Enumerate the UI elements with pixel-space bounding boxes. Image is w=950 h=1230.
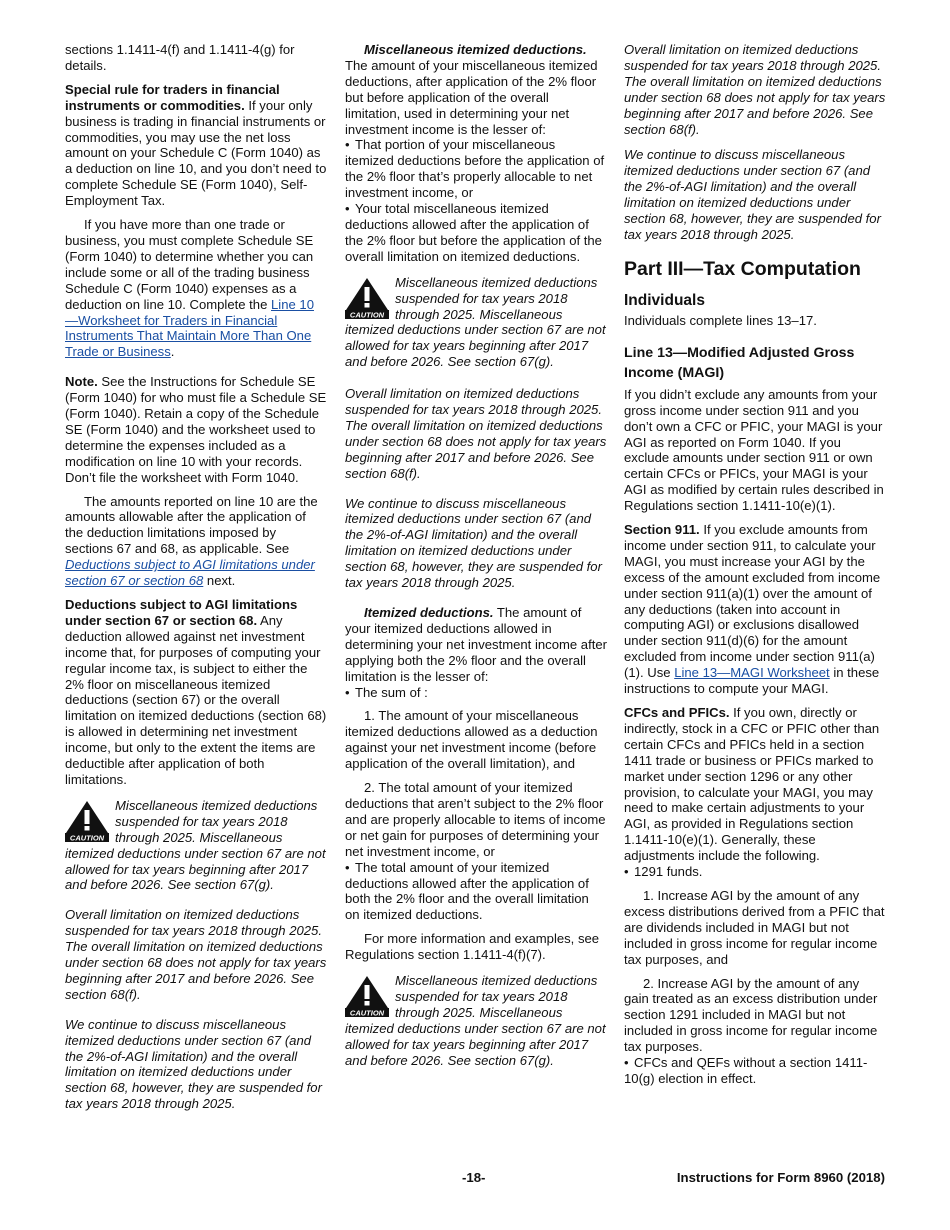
paragraph-text: If you have more than one trade or business, you must complete Schedule SE (Form 1040) to determine whether you can include some or all of the trading business Schedule C (Form 1040) expenses as a deduction on line 10. Complete the <box>65 217 314 312</box>
part-heading: Part III—Tax Computation <box>624 257 861 280</box>
bullet-item: • 1291 funds. <box>624 864 703 880</box>
bullet-text: CFCs and QEFs without a section 1411-10(g) election in effect. <box>624 1055 868 1086</box>
paragraph-section-911 <box>624 522 887 697</box>
caution-block <box>65 798 327 1112</box>
bullet-text: That portion of your miscellaneous itemized deductions before the application of the 2% floor that’s properly allocable to net investment income, or <box>345 137 605 201</box>
paragraph-misc-itemized <box>345 42 607 137</box>
paragraph-text: If you own, directly or indirectly, stock in a CFC or PFIC other than certain CFCs and PFICs held in a section 1411 trade or business or PFICs marked to market under section 1296 or any other provision, to calculate your MAGI, you may need to make certain adjustments to your AGI, as provided in Regulations section 1.1411-10(e)(1). Generally, these adjustments include the following. <box>624 705 880 864</box>
run-in-heading: Section 911. <box>624 522 700 538</box>
run-in-heading: Special rule for traders in financial instruments or commodities. <box>65 81 280 113</box>
bullet-item: • The sum of : <box>345 684 428 700</box>
paragraph-deductions-agi <box>65 597 327 788</box>
numbered-item: 1. Increase AGI by the amount of any excess distributions derived from a PFIC that are dividends included in MAGI but not included in gross income for regular income tax purposes, and <box>624 887 885 967</box>
paragraph-more-than-one-trade <box>65 217 327 360</box>
numbered-item: 2. Increase AGI by the amount of any gain treated as an excess distribution under section 1291 included in MAGI but not included in gross income for regular income tax purposes. <box>624 975 878 1055</box>
paragraph-text: Any deduction allowed against net investment income that, for purposes of computing your regular income tax, is subject to either the 2% floor on miscellaneous itemized deductions (section 67) or the overall limitation on itemized deductions (section 68) is allowed in determining net investment income, but only to the extent the items are deductible after application of both limitations. <box>65 612 327 787</box>
column-2 <box>345 42 607 1082</box>
paragraph-text: The amounts reported on line 10 are the amounts allowable after the application of the deduction limitations imposed by sections 67 and 68, as applicable. See <box>65 493 318 557</box>
run-in-heading: Miscellaneous itemized deductions. <box>364 42 587 57</box>
bullet-text: Your total miscellaneous itemized deductions allowed after the application of the 2% floor but before the application of the overall limitation on itemized deductions. <box>345 201 602 264</box>
caution-block <box>345 275 607 591</box>
paragraph-itemized <box>345 605 607 685</box>
bullet-item: • That portion of your miscellaneous itemized deductions before the application of the 2% floor that’s properly allocable to net investment income, or <box>345 137 605 201</box>
bullet-text: The sum of : <box>355 684 428 700</box>
run-in-heading: Itemized deductions. <box>364 605 494 620</box>
bullet-text: The total amount of your itemized deductions allowed after the application of both the 2% floor and the overall limitation on itemized deductions. <box>345 859 589 923</box>
paragraph-text: . <box>170 344 175 360</box>
bullet-item: • Your total miscellaneous itemized deductions allowed after the application of the 2% floor but before the application of the overall limitation on itemized deductions. <box>345 201 602 264</box>
caution-label: CAUTION <box>349 1008 385 1018</box>
paragraph-text: The amount of your itemized deductions allowed in determining your net investment income after applying both the 2% floor and the overall limitation is the lesser of: <box>345 605 608 684</box>
bullet-item: • CFCs and QEFs without a section 1411-10(g) election in effect. <box>624 1055 868 1086</box>
paragraph: sections 1.1411-4(f) and 1.1411-4(g) for details. <box>65 42 295 73</box>
caution-text: Miscellaneous itemized deductions suspended for tax years 2018 through 2025. Miscellaneous itemized deductions under section 67 are not allowed for tax years beginning after 2017 and before 2026. See section 67(g). <box>345 274 606 370</box>
caution-text: Overall limitation on itemized deductions suspended for tax years 2018 through 2025. The overall limitation on itemized deductions under section 68 does not apply for tax years beginning after 2017 and before 2026. See section 68(f). <box>65 907 327 1002</box>
caution-icon <box>345 277 389 319</box>
paragraph-text: in these instructions to compute your MAGI. <box>624 665 880 697</box>
paragraph-magi: If you didn’t exclude any amounts from your gross income under section 911 and you don’t own a CFC or PFIC, your MAGI is your AGI as reported on Form 1040. If you exclude amounts under section 911 or own certain CFCs or PFICs, your MAGI is your AGI as modified by certain rules described in Regulations section 1.1411-10(e)(1). <box>624 386 884 514</box>
bullet-item: • The total amount of your itemized deductions allowed after the application of both the 2% floor and the overall limitation on itemized deductions. <box>345 859 589 923</box>
caution-text: Miscellaneous itemized deductions suspended for tax years 2018 through 2025. Miscellaneous itemized deductions under section 67 are not allowed for tax years beginning after 2017 and before 2026. See section 67(g). <box>65 797 326 893</box>
section-heading: Individuals <box>624 291 705 309</box>
link-magi-worksheet[interactable]: Line 13—MAGI Worksheet <box>674 665 830 681</box>
link-deductions-agi[interactable]: Deductions subject to AGI limitations under section 67 or section 68 <box>65 557 315 589</box>
paragraph-more-info: For more information and examples, see Regulations section 1.1411-4(f)(7). <box>345 931 600 963</box>
caution-block <box>345 973 607 1068</box>
caution-continuation-text: Overall limitation on itemized deductions suspended for tax years 2018 through 2025. The overall limitation on itemized deductions under section 68 does not apply for tax years beginning after 2017 and before 2026. See section 68(f). <box>624 42 886 137</box>
line-heading: Line 13—Modified Adjusted Gross Income (MAGI) <box>624 344 855 381</box>
run-in-heading: Note. <box>65 374 98 390</box>
link-line10-worksheet[interactable]: Line 10—Worksheet for Traders in Financial Instruments That Maintain More Than One Trade or Business <box>65 296 314 360</box>
caution-continuation-text: We continue to discuss miscellaneous itemized deductions under section 67 (and the 2%-of-AGI limitation) and the overall limitation on itemized deductions under section 68, however, they are suspended for tax years 2018 through 2025. <box>624 147 881 242</box>
caution-icon <box>345 975 389 1017</box>
caution-text: Overall limitation on itemized deductions suspended for tax years 2018 through 2025. The overall limitation on itemized deductions under section 68 does not apply for tax years beginning after 2017 and before 2026. See section 68(f). <box>345 386 607 481</box>
page-number: -18- <box>462 1170 486 1185</box>
bullet-text: 1291 funds. <box>634 864 703 880</box>
numbered-item: 1. The amount of your miscellaneous itemized deductions allowed as a deduction against your net investment income (before application of the overall limitation), and <box>345 708 598 772</box>
caution-icon <box>65 800 109 842</box>
column-1 <box>65 42 327 1126</box>
caution-text: Miscellaneous itemized deductions suspended for tax years 2018 through 2025. Miscellaneous itemized deductions under section 67 are not allowed for tax years beginning after 2017 and before 2026. See section 67(g). <box>345 973 606 1068</box>
run-in-heading: Deductions subject to AGI limitations under section 67 or section 68. <box>65 597 298 628</box>
column-3 <box>624 42 887 1087</box>
caution-label: CAUTION <box>69 833 105 842</box>
paragraph-text: If you exclude amounts from income under section 911, to calculate your MAGI, you must increase your AGI by the excess of the amount excluded from income under section 911(a)(1) over the amount of any deductions (taken into account in computing AGI) or exclusions disallowed under section 911(d)(6) for the amount excluded from income under section 911(a)(1). Use <box>624 522 881 681</box>
paragraph-note <box>65 374 327 485</box>
paragraph-amounts-line10 <box>65 494 327 589</box>
paragraph-traders-rule <box>65 82 327 209</box>
paragraph-text: See the Instructions for Schedule SE (Form 1040) for who must file a Schedule SE (Form 1040). Retain a copy of the Schedule SE (Form 1040) and the worksheet used to determine the expenses included as a modification on line 10 with your records. Don’t file the worksheet with Form 1040. <box>65 374 327 485</box>
caution-text: We continue to discuss miscellaneous itemized deductions under section 67 (and the 2%-of-AGI limitation) and the overall limitation on itemized deductions under section 68, however, they are suspended for tax years 2018 through 2025. <box>65 1016 322 1112</box>
run-in-heading: CFCs and PFICs. <box>624 705 730 720</box>
numbered-item: 2. The total amount of your itemized deductions that aren’t subject to the 2% floor and are properly allocable to items of income or net gain for purposes of determining your net investment income, or <box>345 780 606 859</box>
footer-title: Instructions for Form 8960 (2018) <box>676 1170 885 1185</box>
caution-label: CAUTION <box>349 310 385 319</box>
paragraph-text: If your only business is trading in financial instruments or commodities, you may use the net loss amount on your Schedule C (Form 1040) as a deduction on line 10, and you don’t need to complete Schedule SE (Form 1040), Self-Employment Tax. <box>65 97 327 209</box>
caution-text: We continue to discuss miscellaneous itemized deductions under section 67 (and the 2%-of-AGI limitation) and the overall limitation on itemized deductions under section 68, however, they are suspended for tax years 2018 through 2025. <box>345 495 602 591</box>
paragraph-text: The amount of your miscellaneous itemized deductions, after application of the 2% floor but before application of the overall limitation, used in determining your net investment income is the lesser of: <box>345 57 598 137</box>
paragraph-text: next. <box>203 573 236 589</box>
paragraph: Individuals complete lines 13–17. <box>624 312 817 328</box>
paragraph-cfcs-pfics <box>624 705 887 864</box>
